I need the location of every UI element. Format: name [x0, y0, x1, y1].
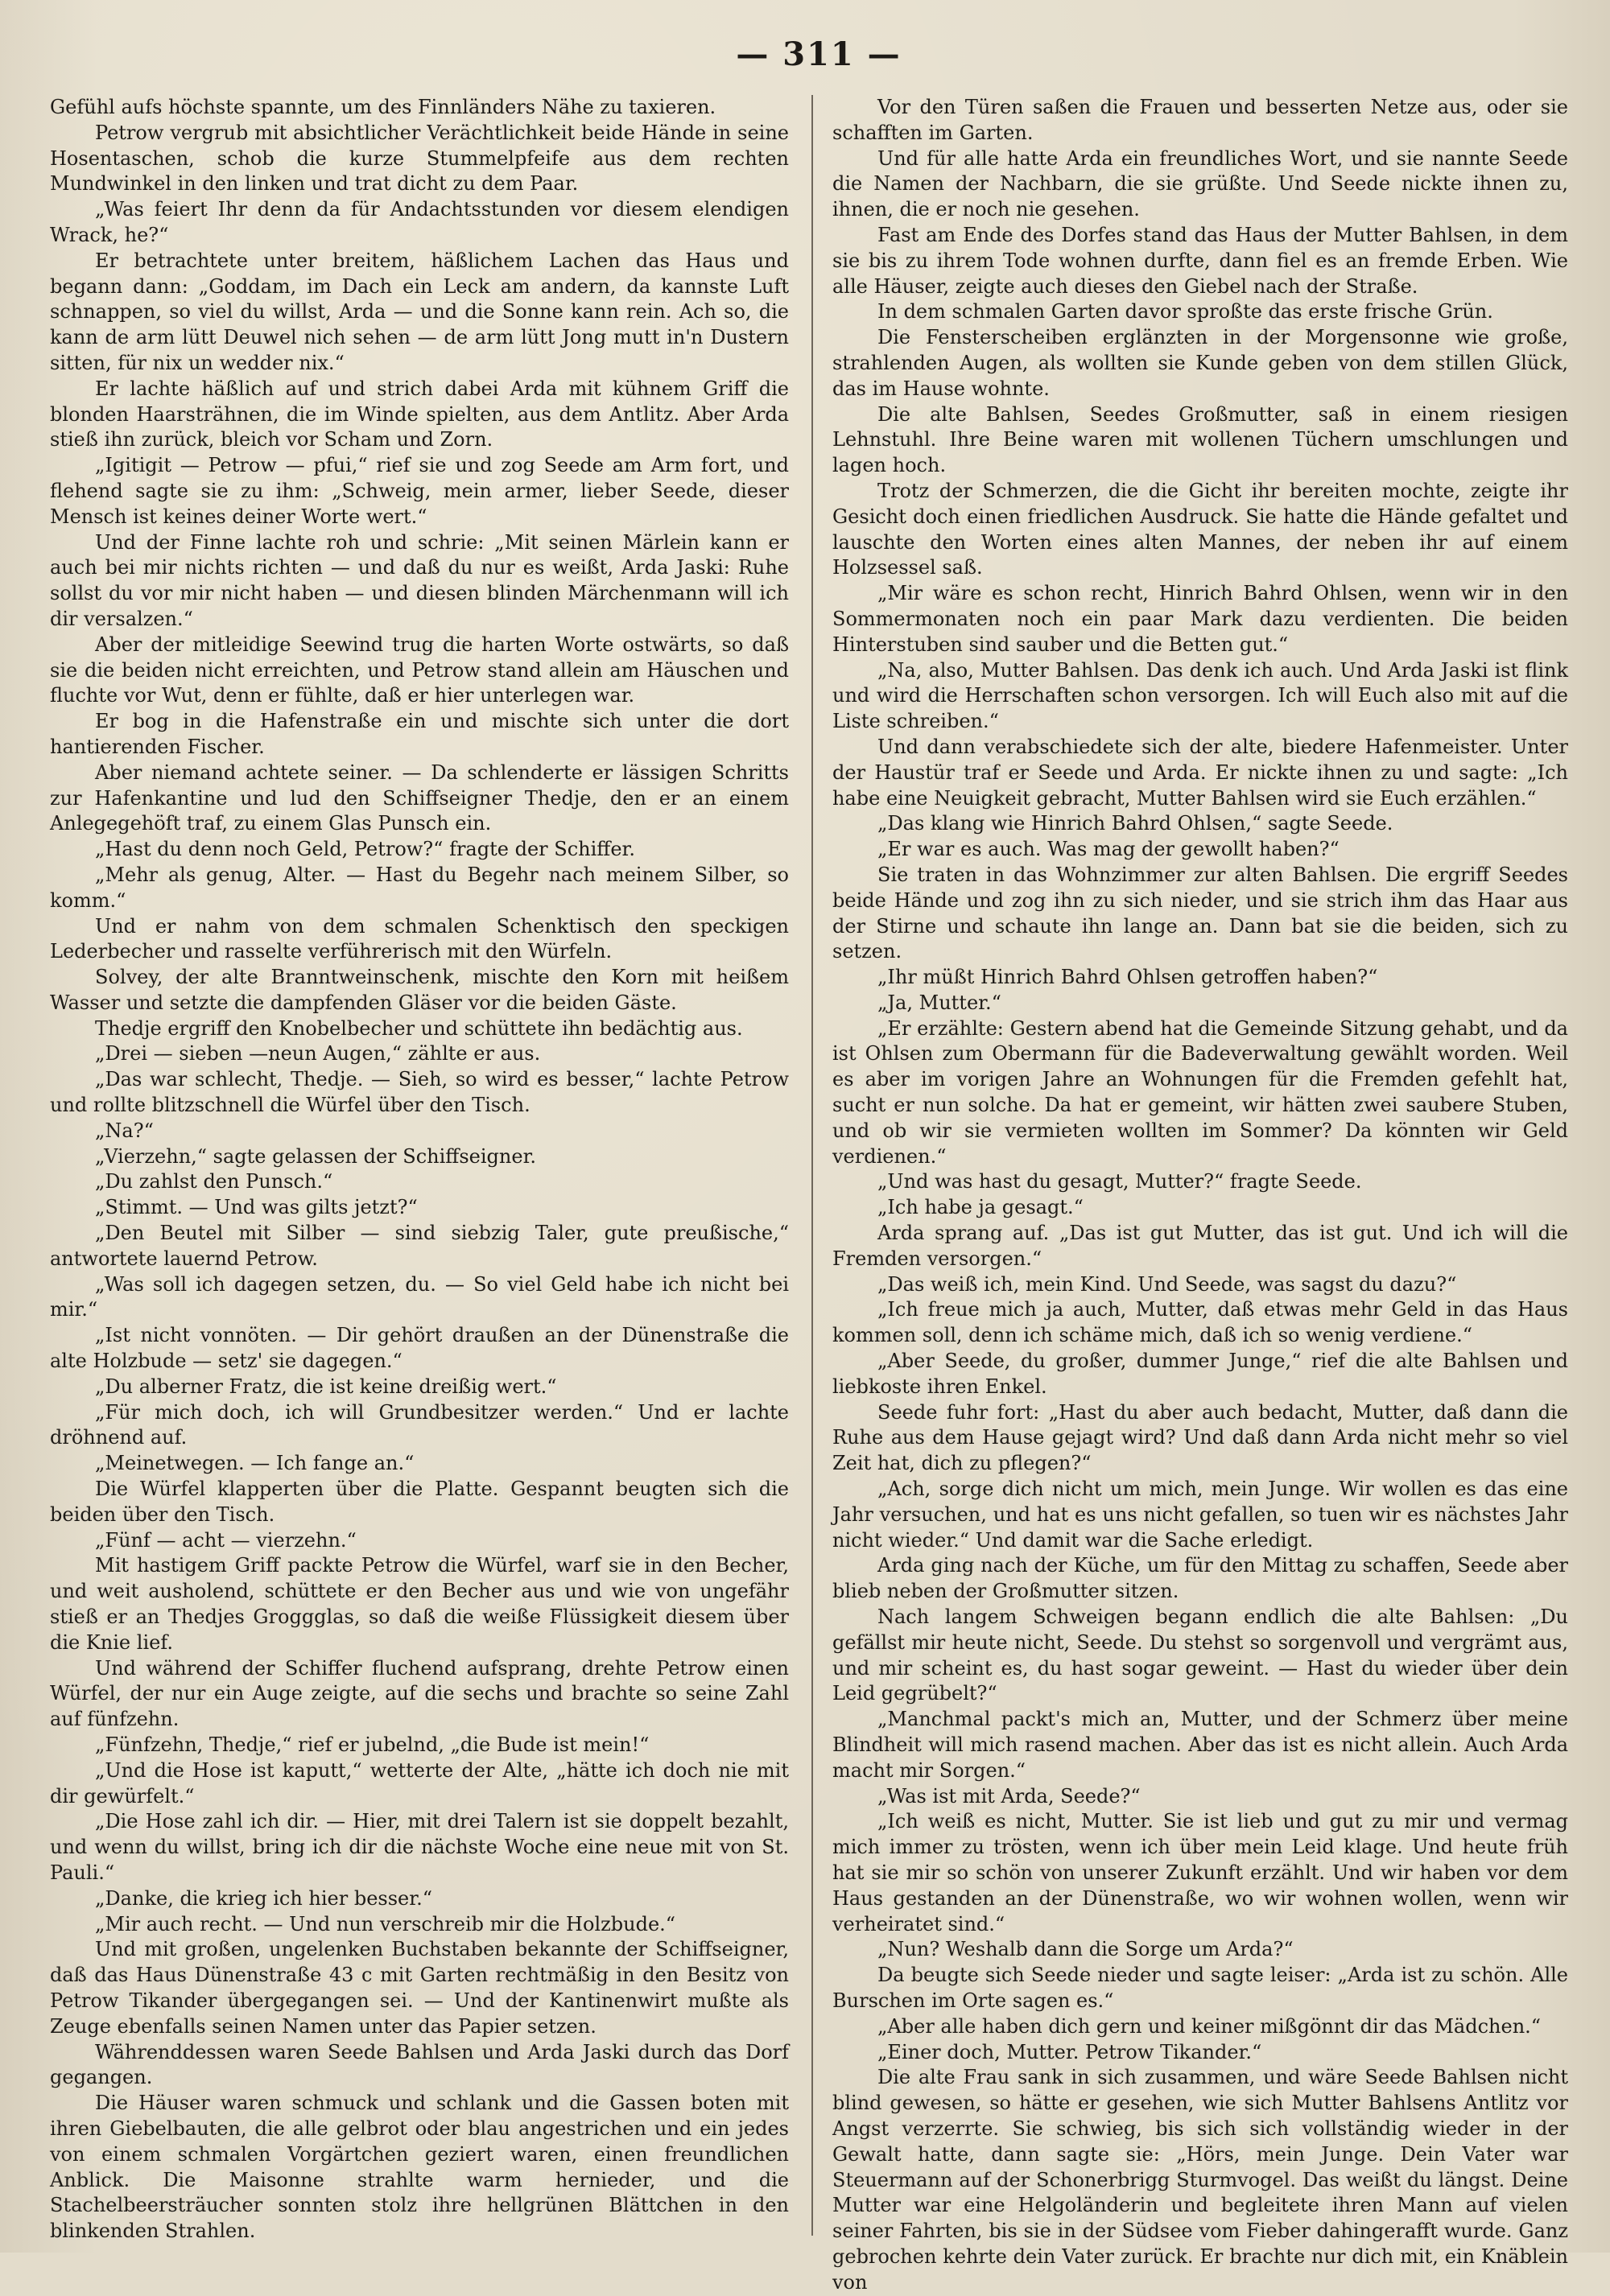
paragraph: „Ach, sorge dich nicht um mich, mein Junge. Wir wollen es das eine Jahr versuchen, und hat es uns nicht gefallen, so tuen wir es nächstes Jahr nicht wieder.“ Und damit war die Sache erledigt.: [832, 1478, 1568, 1552]
paragraph: Trotz der Schmerzen, die die Gicht ihr bereiten mochte, zeigte ihr Gesicht doch einen friedlichen Ausdruck. Sie hatte die Hände gefaltet und lauschte den Worten eines alten Mannes, der neben ihr auf einem Holzsessel saß.: [832, 479, 1568, 579]
paragraph: „Igitigit — Petrow — pfui,“ rief sie und zog Seede am Arm fort, und flehend sagte sie zu ihm: „Schweig, mein armer, lieber Seede, dieser Mensch ist keines deiner Worte wert.“: [50, 454, 789, 528]
text-columns: [50, 95, 1587, 2294]
paragraph: „Nun? Weshalb dann die Sorge um Arda?“: [877, 1938, 1294, 1961]
paragraph: „Ist nicht vonnöten. — Dir gehört draußen an der Dünenstraße die alte Holzbude — setz' sie dagegen.“: [50, 1324, 789, 1373]
paragraph: Währenddessen waren Seede Bahlsen und Arda Jaski durch das Dorf gegangen.: [50, 2040, 789, 2089]
paragraph: „Das klang wie Hinrich Bahrd Ohlsen,“ sagte Seede.: [877, 812, 1393, 835]
paragraph: Die alte Frau sank in sich zusammen, und wäre Seede Bahlsen nicht blind gewesen, so hätte er gesehen, wie sich Mutter Bahlsens Antlitz vor Angst verzerrte. Sie schwieg, bis sich sich vollständig wieder in der Gewalt hatte, dann sagte sie: „Hörs, mein Junge. Dein Vater war Steuermann auf der Schonerbrigg Sturmvogel. Das weißt du längst. Deine Mutter war eine Helgoländerin und begleitete ihren Mann auf vielen seiner Fahrten, bis sie in der Südsee vom Fieber dahingerafft wurde. Ganz gebrochen kehrte dein Vater zurück. Er brachte nur dich mit, ein Knäblein von: [832, 2066, 1568, 2294]
paragraph: „Drei — sieben —neun Augen,“ zählte er aus.: [95, 1042, 541, 1066]
paragraph: Aber der mitleidige Seewind trug die harten Worte ostwärts, so daß sie die beiden nicht erreichten, und Petrow stand allein am Häuschen und fluchte vor Wut, denn er fühlte, daß er hier unterlegen war.: [50, 633, 789, 707]
paragraph: Er lachte häßlich auf und strich dabei Arda mit kühnem Griff die blonden Haarsträhnen, die im Winde spielten, aus dem Antlitz. Aber Arda stieß ihn zurück, bleich vor Scham und Zorn.: [50, 377, 789, 451]
paragraph: „Aber Seede, du großer, dummer Junge,“ rief die alte Bahlsen und liebkoste ihren Enkel.: [832, 1350, 1568, 1398]
paragraph: Thedje ergriff den Knobelbecher und schüttete ihn bedächtig aus.: [95, 1016, 743, 1040]
paragraph: „Ich habe ja gesagt.“: [877, 1196, 1084, 1219]
paragraph: „Einer doch, Mutter. Petrow Tikander.“: [877, 2040, 1262, 2063]
paragraph: Nach langem Schweigen begann endlich die alte Bahlsen: „Du gefällst mir heute nicht, Seede. Du stehst so sorgenvoll und vergrämt aus, und mir scheint es, du hast sogar geweint. — Hast du wieder über dein Leid gegrübelt?“: [832, 1606, 1568, 1705]
paragraph: „Mehr als genug, Alter. — Hast du Begehr nach meinem Silber, so komm.“: [50, 863, 789, 912]
paragraph: „Fünf — acht — vierzehn.“: [95, 1528, 357, 1552]
left-column: [50, 95, 807, 2243]
paragraph: Vor den Türen saßen die Frauen und besserten Netze aus, oder sie schafften im Garten.: [832, 96, 1568, 144]
paragraph: „Na, also, Mutter Bahlsen. Das denk ich auch. Und Arda Jaski ist flink und wird die Herrschaften schon versorgen. Ich will Euch also mit auf die Liste schreiben.“: [832, 658, 1568, 733]
paragraph: „Stimmt. — Und was gilts jetzt?“: [95, 1196, 418, 1219]
paragraph: „Mir auch recht. — Und nun verschreib mir die Holzbude.“: [95, 1912, 676, 1935]
paragraph: „Ihr müßt Hinrich Bahrd Ohlsen getroffen haben?“: [877, 966, 1378, 989]
paragraph: Und dann verabschiedete sich der alte, biedere Hafenmeister. Unter der Haustür traf er Seede und Arda. Er nickte ihnen zu und sagte: „Ich habe eine Neuigkeit gebracht, Mutter Bahlsen wird sie Euch erzählen.“: [832, 735, 1568, 810]
paragraph: Mit hastigem Griff packte Petrow die Würfel, warf sie in den Becher, und weit ausholend, schüttete er den Becher aus und wie von ungefähr stieß er an Thedjes Groggglas, so daß die weiße Flüssigkeit diesem über die Knie lief.: [50, 1554, 789, 1654]
paragraph: Gefühl aufs höchste spannte, um des Finnländers Nähe zu taxieren.: [50, 96, 716, 118]
page-number: — 311 —: [736, 35, 902, 73]
paragraph: „Mir wäre es schon recht, Hinrich Bahrd Ohlsen, wenn wir in den Sommermonaten noch ein paar Mark dazu verdienten. Die beiden Hinterstuben sind sauber und die Betten gut.“: [832, 582, 1568, 656]
paragraph: Und für alle hatte Arda ein freundliches Wort, und sie nannte Seede die Namen der Nachbarn, die sie grüßte. Und Seede nickte ihnen zu, ihnen, die er noch nie gesehen.: [832, 146, 1568, 221]
paragraph: Aber niemand achtete seiner. — Da schlenderte er lässigen Schritts zur Hafenkantine und lud den Schiffseigner Thedje, den er an einem Anlegegehöft traf, zu einem Glas Punsch ein.: [50, 761, 789, 835]
paragraph: „Vierzehn,“ sagte gelassen der Schiffseigner.: [95, 1144, 537, 1168]
paragraph: „Danke, die krieg ich hier besser.“: [95, 1886, 432, 1910]
paragraph: „Du alberner Fratz, die ist keine dreißig wert.“: [95, 1375, 557, 1398]
paragraph: Er betrachtete unter breitem, häßlichem Lachen das Haus und begann dann: „Goddam, im Dach ein Leck am andern, da kannste Luft schnappen, so viel du willst, Arda — und die Sonne kann rein. Ach so, die kann de arm lütt Deuwel nich sehen — de arm lütt Jong mutt in'n Dustern sitten, für nix un wedder nix.“: [50, 249, 789, 374]
paragraph: Arda ging nach der Küche, um für den Mittag zu schaffen, Seede aber blieb neben der Großmutter sitzen.: [832, 1554, 1568, 1603]
paragraph: Und er nahm von dem schmalen Schenktisch den speckigen Lederbecher und rasselte verführerisch mit den Würfeln.: [50, 914, 789, 963]
paragraph: „Die Hose zahl ich dir. — Hier, mit drei Talern ist sie doppelt bezahlt, und wenn du willst, bring ich dir die nächste Woche eine neue mit von St. Pauli.“: [50, 1810, 789, 1884]
paragraph: „Er erzählte: Gestern abend hat die Gemeinde Sitzung gehabt, und da ist Ohlsen zum Obermann für die Badeverwaltung gewählt worden. Weil es aber im vorigen Jahre an Wohnungen für die Fremden gefehlt hat, sucht er nun solche. Da hat er gemeint, wir hätten zwei saubere Stuben, und ob wir sie vermieten wollten im Sommer? Da könnten wir Geld verdienen.“: [832, 1016, 1568, 1168]
paragraph: Sie traten in das Wohnzimmer zur alten Bahlsen. Die ergriff Seedes beide Hände und zog ihn zu sich nieder, und sie strich ihm das Haar aus der Stirne und schaute ihn lange an. Dann bat sie die beiden, sich zu setzen.: [832, 863, 1568, 963]
paragraph: „Na?“: [95, 1119, 154, 1142]
paragraph: „Das war schlecht, Thedje. — Sieh, so wird es besser,“ lachte Petrow und rollte blitzschnell die Würfel über den Tisch.: [50, 1068, 789, 1117]
paragraph: Die Würfel klapperten über die Platte. Gespannt beugten sich die beiden über den Tisch.: [50, 1478, 789, 1526]
paragraph: „Ich freue mich ja auch, Mutter, daß etwas mehr Geld in das Haus kommen soll, denn ich schäme mich, daß ich so wenig verdiene.“: [832, 1298, 1568, 1347]
paragraph: Die alte Bahlsen, Seedes Großmutter, saß in einem riesigen Lehnstuhl. Ihre Beine waren mit wollenen Tüchern umschlungen und lagen hoch.: [832, 402, 1568, 477]
paragraph: „Was soll ich dagegen setzen, du. — So viel Geld habe ich nicht bei mir.“: [50, 1272, 789, 1321]
paragraph: Seede fuhr fort: „Hast du aber auch bedacht, Mutter, daß dann die Ruhe aus dem Hause gejagt wird? Und daß dann Arda nicht mehr so viel Zeit hat, dich zu pflegen?“: [832, 1400, 1568, 1475]
paragraph: Arda sprang auf. „Das ist gut Mutter, das ist gut. Und ich will die Fremden versorgen.“: [832, 1222, 1568, 1270]
paragraph: „Er war es auch. Was mag der gewollt haben?“: [877, 838, 1340, 861]
paragraph: „Was feiert Ihr denn da für Andachtsstunden vor diesem elendigen Wrack, he?“: [50, 198, 789, 246]
paragraph: „Den Beutel mit Silber — sind siebzig Taler, gute preußische,“ antwortete lauernd Petrow.: [50, 1222, 789, 1270]
paragraph: Er bog in die Hafenstraße ein und mischte sich unter die dort hantierenden Fischer.: [50, 710, 789, 758]
paragraph: Da beugte sich Seede nieder und sagte leiser: „Arda ist zu schön. Alle Burschen im Orte sagen es.“: [832, 1964, 1568, 2012]
paragraph: „Du zahlst den Punsch.“: [95, 1170, 333, 1193]
paragraph: „Meinetwegen. — Ich fange an.“: [95, 1452, 415, 1475]
paragraph: Fast am Ende des Dorfes stand das Haus der Mutter Bahlsen, in dem sie bis zu ihrem Tode wohnen durfte, dann fiel es an fremde Erben. Wie alle Häuser, zeigte auch dieses den Giebel nach der Straße.: [832, 223, 1568, 298]
right-column: [811, 95, 1568, 2294]
paragraph: „Manchmal packt's mich an, Mutter, und der Schmerz über meine Blindheit will mich rasend machen. Aber das ist es nicht allein. Auch Arda macht mir Sorgen.“: [832, 1708, 1568, 1782]
paragraph: „Was ist mit Arda, Seede?“: [877, 1784, 1141, 1808]
paragraph: „Fünfzehn, Thedje,“ rief er jubelnd, „die Bude ist mein!“: [95, 1733, 650, 1756]
paragraph: Und der Finne lachte roh und schrie: „Mit seinen Märlein kann er auch bei mir nichts richten — und daß du nur es weißt, Arda Jaski: Ruhe sollst du vor mir nicht haben — und diesen blinden Märchenmann will ich dir versalzen.“: [50, 530, 789, 630]
paragraph: „Hast du denn noch Geld, Petrow?“ fragte der Schiffer.: [95, 838, 635, 861]
paragraph: „Für mich doch, ich will Grundbesitzer werden.“ Und er lachte dröhnend auf.: [50, 1400, 789, 1449]
paragraph: Und mit großen, ungelenken Buchstaben bekannte der Schiffseigner, daß das Haus Dünenstraße 43 c mit Garten rechtmäßig in den Besitz von Petrow Tikander übergegangen sei. — Und der Kantinenwirt mußte als Zeuge ebenfalls seinen Namen unter das Papier setzen.: [50, 1938, 789, 2038]
paragraph: Die Häuser waren schmuck und schlank und die Gassen boten mit ihren Giebelbauten, die alle gelbrot oder blau angestrichen und ein jedes von einem schmalen Vorgärtchen geziert waren, einen freundlichen Anblick. Die Maisonne strahlte warm hernieder, und die Stachelbeersträucher sonnten stolz ihre hellgrünen Blättchen in den blinkenden Strahlen.: [50, 2092, 789, 2243]
paragraph: Petrow vergrub mit absichtlicher Verächtlichkeit beide Hände in seine Hosentaschen, schob die kurze Stummelpfeife aus dem rechten Mundwinkel in den linken und trat dicht zu dem Paar.: [50, 121, 789, 196]
paragraph: „Und was hast du gesagt, Mutter?“ fragte Seede.: [877, 1170, 1362, 1193]
paragraph: „Und die Hose ist kaputt,“ wetterte der Alte, „hätte ich doch nie mit dir gewürfelt.“: [50, 1758, 789, 1808]
paragraph: „Ja, Mutter.“: [877, 991, 1001, 1014]
paragraph: „Das weiß ich, mein Kind. Und Seede, was sagst du dazu?“: [877, 1272, 1457, 1296]
paragraph: In dem schmalen Garten davor sproßte das erste frische Grün.: [877, 300, 1493, 324]
paragraph: Solvey, der alte Branntweinschenk, mischte den Korn mit heißem Wasser und setzte die dampfenden Gläser vor die beiden Gäste.: [50, 966, 789, 1014]
paragraph: Die Fensterscheiben erglänzten in der Morgensonne wie große, strahlenden Augen, als wollten sie Kunde geben von dem stillen Glück, das im Hause wohnte.: [832, 326, 1568, 400]
paragraph: „Aber alle haben dich gern und keiner mißgönnt dir das Mädchen.“: [877, 2014, 1542, 2038]
paragraph: Und während der Schiffer fluchend aufsprang, drehte Petrow einen Würfel, der nur ein Auge zeigte, auf die sechs und brachte so seine Zahl auf fünfzehn.: [50, 1656, 789, 1731]
paragraph: „Ich weiß es nicht, Mutter. Sie ist lieb und gut zu mir und vermag mich immer zu trösten, wenn ich über mein Leid klage. Und heute früh hat sie mir so schön von unserer Zukunft erzählt. Und wir haben vor dem Haus gestanden an der Dünenstraße, wo wir wohnen wollen, wenn wir verheiratet sind.“: [832, 1810, 1568, 1935]
